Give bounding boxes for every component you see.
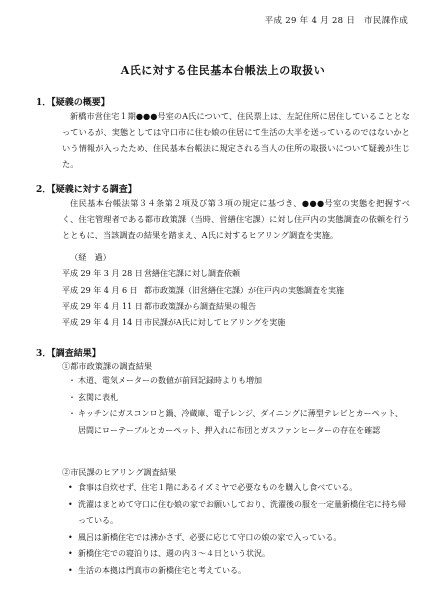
timeline-date: 平成 29 年 4 月 6 日 bbox=[62, 286, 138, 295]
timeline-row bbox=[62, 301, 256, 312]
sub-result-2-list bbox=[66, 480, 406, 579]
section-2-heading: 2．【疑義に対する調査】 bbox=[36, 185, 137, 195]
timeline-event: 都市政策課（旧営繕住宅課）が住戸内の実態調査を実施 bbox=[144, 286, 344, 295]
document-title: A氏に対する住民基本台帳法上の取扱い bbox=[120, 64, 326, 77]
timeline-event: 都市政策課から調査結果の報告 bbox=[144, 302, 256, 311]
timeline-date: 平成 29 年 4 月 11 日 bbox=[62, 302, 143, 311]
section-1-heading: 1．【疑義の概要】 bbox=[36, 98, 110, 108]
timeline-event: 市民課がA氏に対してヒアリングを実施 bbox=[144, 318, 286, 327]
timeline-date: 平成 29 年 4 月 14 日 bbox=[62, 318, 143, 327]
header-date-author: 平成 29 年 4 月 28 日 市民課作成 bbox=[264, 16, 408, 26]
timeline-date: 平成 29 年 3 月 28 日 bbox=[62, 269, 143, 278]
timeline-label: （経 過） bbox=[70, 252, 111, 262]
list-item: • 生活の本拠は門真市の新橋住宅と考えている。 bbox=[68, 565, 246, 575]
list-item: • 新橋住宅での寝泊りは、週の内３～４日という状況。 bbox=[68, 549, 270, 558]
section-1-body: 新橋市営住宅１期●●●号室のA氏について、住民票上は、左記住所に居住していることとなっているが、実態としては守口市に住む娘の住居にて生活の大半を送っているのではないかという情報が入ったため、住民基本台帳法に規定される当人の住所の取扱いについて疑義が生じた。 bbox=[62, 111, 410, 169]
timeline-event: 営繕住宅課に対し調査依頼 bbox=[144, 269, 240, 278]
list-item: • 洗濯はまとめて守口に住む娘の家でお願いしており、洗濯後の服を一定量新橋住宅に持ち帰っている。 bbox=[68, 499, 406, 525]
sub-result-1-title: ①都市政策課の調査結果 bbox=[62, 361, 153, 371]
list-item: • 風呂は新橋住宅では沸かさず、必要に応じて守口の娘の家で入っている。 bbox=[68, 532, 342, 542]
timeline-row bbox=[62, 268, 240, 279]
section-3-heading: 3．【調査結果】 bbox=[36, 349, 101, 359]
list-item: • 食事は自炊せず、住宅１階にあるイズミヤで必要なものを購入し食べている。 bbox=[68, 483, 358, 492]
sub-result-2-title: ②市民課のヒアリング調査結果 bbox=[62, 467, 177, 477]
list-item: ・ 玄関に表札 bbox=[68, 392, 118, 402]
list-item: ・ キッチンにガスコンロと鍋、冷蔵庫、電子レンジ、ダイニングに薄型テレビとカーペット、居間にローテーブルとカーペット、押入れに布団とガスファンヒーターの存在を確認 bbox=[68, 409, 403, 435]
sub-result-1-list bbox=[66, 373, 406, 439]
timeline-row bbox=[62, 285, 344, 296]
list-item: ・ 木道、電気メーターの数値が前回記録時よりも増加 bbox=[68, 376, 262, 385]
timeline-row bbox=[62, 317, 285, 328]
section-2-body: 住民基本台帳法第３４条第２項及び第３項の規定に基づき、●●●号室の実態を把握すべく、住宅管理者である都市政策課（当時、営繕住宅課）に対し住戸内の実態調査の依頼を行うとともに、当該調査の結果を踏まえ、A氏に対するヒアリング調査を実施。 bbox=[62, 198, 410, 240]
